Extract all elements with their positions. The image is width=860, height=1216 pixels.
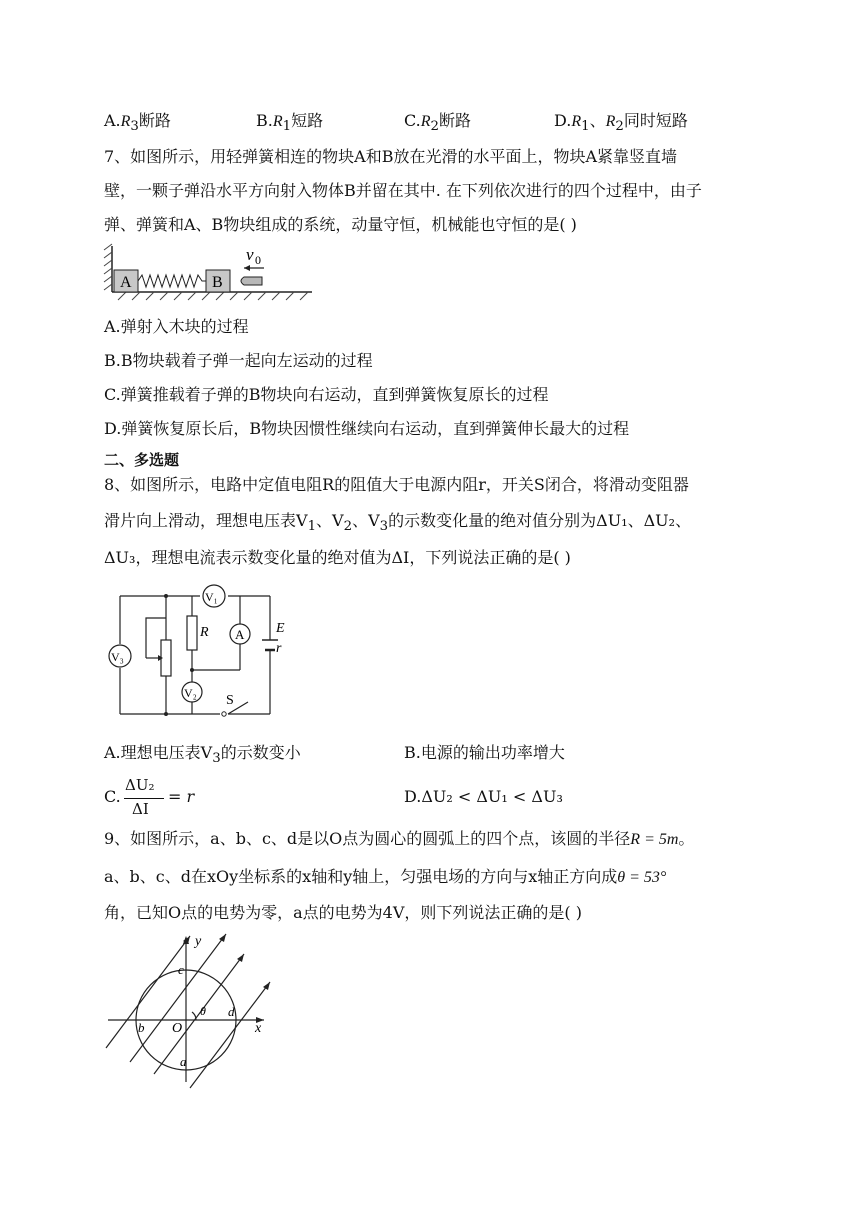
- spring: [138, 275, 206, 287]
- q8-option-a: A.理想电压表$V_3$的示数变小: [104, 743, 301, 767]
- q8-circuit-figure: [104, 578, 285, 720]
- velocity-label: v: [246, 245, 254, 264]
- q6-option-a: $A.R_3$断路: [104, 111, 171, 135]
- svg-text:A: A: [235, 627, 245, 642]
- q8-option-b: B.电源的输出功率增大: [404, 743, 565, 762]
- q7-spring-figure: [104, 240, 318, 302]
- block-a-label: A: [120, 274, 132, 291]
- resistor-r-label: R: [200, 625, 209, 640]
- bullet: [241, 277, 262, 285]
- q7-option-c: C.弹簧推载着子弹的B物块向右运动，直到弹簧恢复原长的过程: [104, 385, 549, 404]
- q6-option-b: $B.R_1$短路: [256, 111, 324, 135]
- switch-label: S: [226, 693, 234, 708]
- svg-text:0: 0: [255, 253, 261, 267]
- svg-text:b: b: [138, 1020, 145, 1035]
- block-b-label: B: [212, 274, 223, 291]
- q9-line-3: 角，已知O点的电势为零，a点的电势为4V，则下列说法正确的是( ): [104, 903, 582, 922]
- q7-line-1: 7、如图所示，用轻弹簧相连的物块A和B放在光滑的水平面上，物块A紧靠竖直墙: [104, 147, 678, 166]
- q7-option-a: A.弹射入木块的过程: [104, 317, 249, 336]
- svg-text:c: c: [178, 962, 184, 977]
- q8-line-1: 8、如图所示，电路中定值电阻R的阻值大于电源内阻r，开关S闭合，将滑动变阻器: [104, 475, 689, 494]
- q8-line-3: ΔU₃，理想电流表示数变化量的绝对值为ΔI，下列说法正确的是( ): [104, 548, 571, 567]
- svg-text:d: d: [228, 1004, 235, 1019]
- q9-field-figure: [104, 932, 278, 1088]
- q7-line-3: 弹、弹簧和A、B物块组成的系统，动量守恒，机械能也守恒的是( ): [104, 215, 577, 234]
- svg-text:O: O: [172, 1021, 183, 1036]
- q8-line-2: 滑片向上滑动，理想电压表$V_1$、$V_2$、$V_3$的示数变化量的绝对值分别为ΔU₁、ΔU₂、: [104, 511, 692, 535]
- q7-option-d: D.弹簧恢复原长后，B物块因惯性继续向右运动，直到弹簧伸长最大的过程: [104, 419, 630, 438]
- q8-option-d: D.ΔU₂ < ΔU₁ < ΔU₃: [404, 787, 563, 806]
- q7-line-2: 壁，一颗子弹沿水平方向射入物体B并留在其中. 在下列依次进行的四个过程中，由子: [104, 181, 702, 200]
- svg-text:y: y: [195, 934, 202, 949]
- q9-line-2: a、b、c、d在xOy坐标系的x轴和y轴上，匀强电场的方向与x轴正方向成θ = 53°: [104, 867, 667, 886]
- svg-text:V₁: V₁: [205, 590, 218, 604]
- internal-r-label: r: [276, 641, 282, 656]
- q9-line-1: 9、如图所示，a、b、c、d是以O点为圆心的圆弧上的四个点，该圆的半径R = 5m。: [104, 829, 695, 848]
- q6-option-c: $C.R_2$断路: [404, 111, 472, 135]
- svg-text:a: a: [180, 1054, 187, 1069]
- svg-text:x: x: [255, 1021, 262, 1036]
- svg-text:θ: θ: [200, 1004, 206, 1018]
- svg-text:V₂: V₂: [184, 686, 197, 700]
- svg-text:V₃: V₃: [111, 650, 124, 664]
- section-heading: 二、多选题: [104, 451, 180, 469]
- q6-option-d: $D.R_1$、$R_2$同时短路: [554, 111, 688, 135]
- q7-option-b: B.B物块载着子弹一起向左运动的过程: [104, 351, 373, 370]
- emf-label: E: [276, 621, 285, 636]
